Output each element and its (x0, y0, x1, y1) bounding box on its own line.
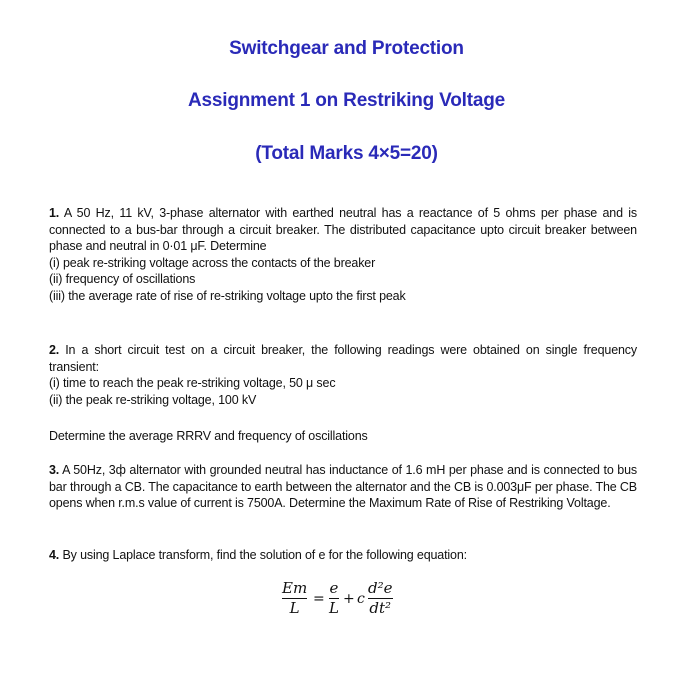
question-3 (49, 462, 637, 512)
lhs-numerator: Em (282, 579, 308, 597)
equals-sign: = (313, 591, 325, 607)
question-4 (49, 547, 637, 564)
question-2-part-i: (i) time to reach the peak re-striking voltage, 50 μ sec (49, 376, 336, 391)
question-2-number: 2. (49, 343, 60, 357)
plus-sign: + (343, 591, 355, 607)
question-1-part-iii: (iii) the average rate of rise of re-striking voltage upto the first peak (49, 288, 406, 303)
document-title: Switchgear and Protection (229, 38, 464, 59)
lhs-denominator: L (289, 599, 300, 617)
question-2 (49, 342, 637, 408)
assignment-title: Assignment 1 on Restriking Voltage (188, 90, 505, 111)
fraction-d2e-over-dt2 (368, 580, 393, 616)
question-1 (49, 205, 637, 305)
differential-equation (282, 580, 422, 624)
coefficient-c: c (357, 591, 365, 607)
fraction-em-over-l (282, 580, 307, 616)
fraction-e-over-l (329, 580, 339, 616)
question-3-number: 3. (49, 463, 60, 477)
question-1-part-i: (i) peak re-striking voltage across the contacts of the breaker (49, 255, 376, 270)
term1-numerator: e (329, 579, 339, 597)
question-2-text: In a short circuit test on a circuit breaker, the following readings were obtained on single frequency transient: (49, 343, 637, 374)
question-1-part-ii: (ii) frequency of oscillations (49, 272, 196, 287)
question-4-number: 4. (49, 548, 60, 562)
total-marks: (Total Marks 4×5=20) (255, 143, 438, 164)
question-1-number: 1. (49, 206, 60, 220)
question-4-text: By using Laplace transform, find the solution of e for the following equation: (62, 548, 467, 562)
question-2-part-ii: (ii) the peak re-striking voltage, 100 kV (49, 392, 257, 407)
term2-denominator: dt² (369, 599, 392, 617)
question-1-text: A 50 Hz, 11 kV, 3-phase alternator with earthed neutral has a reactance of 5 ohms per phase and is connected to a bus-bar through a circuit breaker. The distributed capacitance upto circuit breaker between phase and neutral in 0·01 μF. Determine (49, 206, 637, 254)
question-3-text: A 50Hz, 3ф alternator with grounded neutral has inductance of 1.6 mH per phase and is connected to bus bar through a CB. The capacitance to earth between the alternator and the CB is 0.003μF per phase. The CB opens when r.m.s value of current is 7500A. Determine the Maximum Rate of Rise of Restriking Voltage. (49, 463, 637, 511)
term2-numerator: d²e (368, 579, 393, 597)
question-2-determine: Determine the average RRRV and frequency of oscillations (49, 429, 368, 443)
term1-denominator: L (329, 599, 339, 617)
